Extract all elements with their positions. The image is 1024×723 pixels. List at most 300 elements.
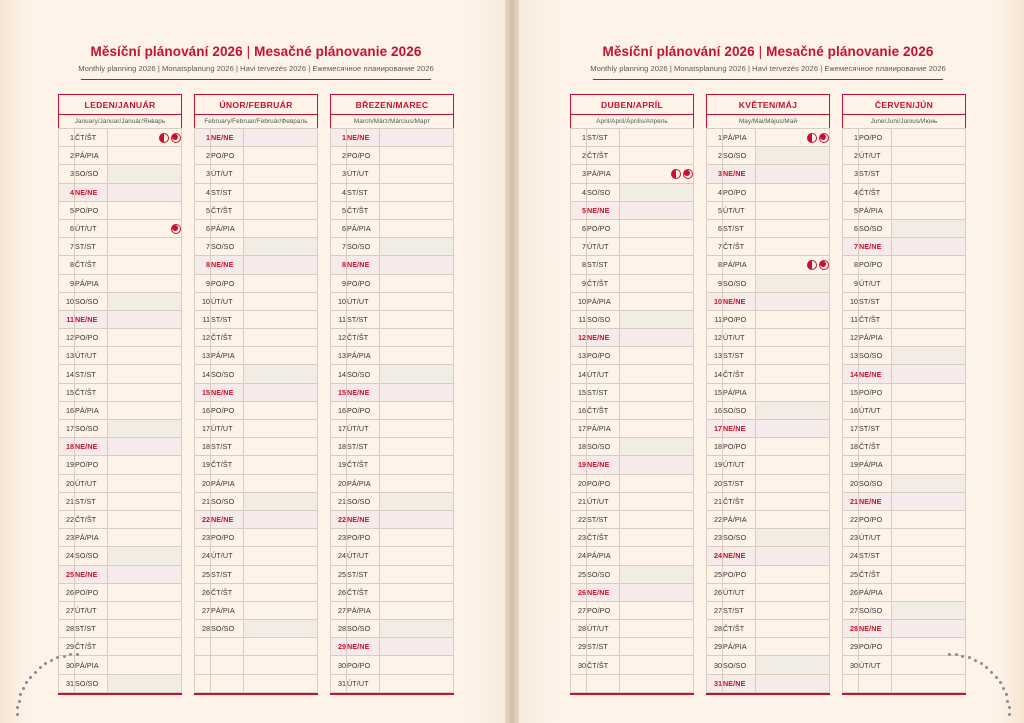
day-note-cell[interactable] [380, 292, 454, 310]
table-row [707, 529, 830, 547]
day-note-cell[interactable] [380, 165, 454, 183]
day-note-cell[interactable] [380, 510, 454, 528]
day-note-cell[interactable] [380, 474, 454, 492]
day-number: 21 [331, 492, 347, 510]
day-note-cell[interactable] [108, 219, 182, 237]
month-day-table [570, 128, 694, 693]
day-note-cell[interactable] [756, 656, 830, 674]
month-name-translations: February/Februar/Február/Февраль [204, 118, 308, 125]
day-note-cell[interactable] [756, 129, 830, 147]
day-note-cell[interactable] [380, 547, 454, 565]
day-note-cell[interactable] [892, 347, 966, 365]
table-row [843, 147, 966, 165]
day-note-cell[interactable] [244, 238, 318, 256]
table-row [843, 310, 966, 328]
table-row [707, 583, 830, 601]
day-note-cell[interactable] [380, 183, 454, 201]
day-number: 10 [59, 292, 75, 310]
day-note-cell[interactable] [244, 601, 318, 619]
day-note-cell[interactable] [380, 147, 454, 165]
day-number: 3 [707, 165, 723, 183]
day-note-cell[interactable] [108, 474, 182, 492]
day-of-week: SO/SO [587, 183, 620, 201]
day-note-cell[interactable] [892, 438, 966, 456]
day-note-cell[interactable] [620, 238, 694, 256]
day-of-week: NE/NE [859, 238, 892, 256]
day-of-week: PO/PO [723, 565, 756, 583]
day-number: 23 [59, 529, 75, 547]
day-number: 28 [707, 620, 723, 638]
day-note-cell[interactable] [380, 256, 454, 274]
day-of-week: ST/ST [347, 183, 380, 201]
table-row [707, 656, 830, 674]
day-note-cell[interactable] [756, 274, 830, 292]
day-note-cell[interactable] [620, 201, 694, 219]
day-note-cell[interactable] [756, 456, 830, 474]
day-note-cell[interactable] [244, 583, 318, 601]
table-row [843, 365, 966, 383]
day-note-cell[interactable] [620, 547, 694, 565]
day-number: 29 [59, 638, 75, 656]
day-note-cell[interactable] [892, 510, 966, 528]
day-note-cell[interactable] [620, 274, 694, 292]
day-number: 31 [707, 674, 723, 692]
day-of-week: SO/SO [211, 620, 244, 638]
table-row [707, 547, 830, 565]
day-number: 6 [59, 219, 75, 237]
table-row [843, 292, 966, 310]
day-note-cell[interactable] [244, 347, 318, 365]
day-number: 2 [195, 147, 211, 165]
day-of-week: ČT/ŠT [587, 147, 620, 165]
day-note-cell[interactable] [620, 347, 694, 365]
day-number: 1 [843, 129, 859, 147]
day-note-cell[interactable] [244, 383, 318, 401]
day-note-cell[interactable] [380, 638, 454, 656]
day-note-cell[interactable] [244, 201, 318, 219]
day-of-week: PO/PO [723, 310, 756, 328]
day-number: 14 [331, 365, 347, 383]
day-of-week: PO/PO [211, 274, 244, 292]
day-number: 28 [195, 620, 211, 638]
day-note-cell[interactable] [108, 165, 182, 183]
day-note-cell[interactable] [756, 674, 830, 692]
day-note-cell[interactable] [108, 638, 182, 656]
day-number: 25 [195, 565, 211, 583]
day-note-cell[interactable] [108, 420, 182, 438]
day-number: 18 [59, 438, 75, 456]
day-note-cell[interactable] [620, 583, 694, 601]
day-note-cell[interactable] [756, 510, 830, 528]
day-note-cell[interactable] [620, 129, 694, 147]
day-note-cell[interactable] [108, 147, 182, 165]
day-note-cell[interactable] [892, 201, 966, 219]
day-note-cell[interactable] [244, 256, 318, 274]
day-note-cell[interactable] [380, 456, 454, 474]
day-note-cell[interactable] [108, 583, 182, 601]
day-note-cell[interactable] [108, 183, 182, 201]
day-number: 12 [571, 329, 587, 347]
day-note-cell[interactable] [380, 201, 454, 219]
day-number: 9 [843, 274, 859, 292]
day-of-week: ČT/ŠT [859, 438, 892, 456]
day-note-cell[interactable] [244, 183, 318, 201]
day-of-week: PO/PO [859, 638, 892, 656]
day-note-cell[interactable] [108, 310, 182, 328]
day-of-week: NE/NE [211, 129, 244, 147]
day-note-cell[interactable] [620, 656, 694, 674]
day-note-cell[interactable] [108, 129, 182, 147]
day-note-cell[interactable] [620, 529, 694, 547]
day-note-cell[interactable] [380, 383, 454, 401]
day-of-week: SO/SO [211, 365, 244, 383]
day-note-cell[interactable] [380, 420, 454, 438]
day-of-week: ÚT/UT [587, 365, 620, 383]
day-note-cell[interactable] [244, 147, 318, 165]
day-note-cell[interactable] [244, 420, 318, 438]
day-note-cell[interactable] [756, 420, 830, 438]
day-note-cell[interactable] [108, 274, 182, 292]
day-note-cell[interactable] [756, 547, 830, 565]
table-row [59, 401, 182, 419]
day-note-cell[interactable] [756, 620, 830, 638]
day-note-cell[interactable] [620, 565, 694, 583]
day-number: 15 [59, 383, 75, 401]
day-note-cell[interactable] [244, 510, 318, 528]
day-note-cell[interactable] [756, 565, 830, 583]
day-of-week: PO/PO [859, 510, 892, 528]
day-number: 11 [707, 310, 723, 328]
day-note-cell[interactable] [620, 219, 694, 237]
month-day-table [58, 128, 182, 693]
day-note-cell[interactable] [892, 601, 966, 619]
day-note-cell[interactable] [756, 601, 830, 619]
table-row [331, 583, 454, 601]
day-note-cell[interactable] [756, 310, 830, 328]
day-note-cell[interactable] [620, 329, 694, 347]
day-number: 16 [571, 401, 587, 419]
day-note-cell[interactable] [756, 401, 830, 419]
day-note-cell[interactable] [620, 292, 694, 310]
table-row [195, 438, 318, 456]
day-note-cell[interactable] [892, 147, 966, 165]
day-number: 11 [195, 310, 211, 328]
day-note-cell[interactable] [380, 601, 454, 619]
day-note-cell[interactable] [892, 329, 966, 347]
day-note-cell[interactable] [108, 292, 182, 310]
day-note-cell[interactable] [892, 420, 966, 438]
table-row [571, 129, 694, 147]
day-note-cell[interactable] [380, 529, 454, 547]
day-number: 8 [331, 256, 347, 274]
corner-dot [16, 713, 19, 716]
day-number: 9 [195, 274, 211, 292]
day-note-cell[interactable] [244, 656, 318, 674]
day-note-cell[interactable] [620, 474, 694, 492]
table-row [195, 583, 318, 601]
day-note-cell[interactable] [756, 347, 830, 365]
day-note-cell[interactable] [244, 438, 318, 456]
day-number: 6 [195, 219, 211, 237]
day-of-week: ÚT/UT [859, 529, 892, 547]
day-note-cell[interactable] [620, 365, 694, 383]
day-note-cell[interactable] [892, 256, 966, 274]
day-note-cell[interactable] [756, 329, 830, 347]
day-note-cell[interactable] [620, 401, 694, 419]
day-note-cell[interactable] [892, 674, 966, 692]
day-note-cell[interactable] [244, 474, 318, 492]
day-note-cell[interactable] [244, 547, 318, 565]
day-note-cell[interactable] [620, 183, 694, 201]
day-number: 18 [843, 438, 859, 456]
day-note-cell[interactable] [108, 438, 182, 456]
day-note-cell[interactable] [244, 401, 318, 419]
day-note-cell[interactable] [380, 238, 454, 256]
table-row [195, 565, 318, 583]
day-note-cell[interactable] [756, 238, 830, 256]
day-note-cell[interactable] [756, 492, 830, 510]
day-note-cell[interactable] [756, 292, 830, 310]
day-note-cell[interactable] [892, 583, 966, 601]
day-note-cell[interactable] [244, 219, 318, 237]
day-note-cell[interactable] [892, 383, 966, 401]
day-of-week: ČT/ŠT [859, 183, 892, 201]
day-note-cell[interactable] [244, 620, 318, 638]
day-number: 4 [331, 183, 347, 201]
day-note-cell[interactable] [756, 638, 830, 656]
day-note-cell[interactable] [244, 456, 318, 474]
day-note-cell[interactable] [108, 383, 182, 401]
day-note-cell[interactable] [892, 238, 966, 256]
day-note-cell[interactable] [892, 638, 966, 656]
day-of-week: ST/ST [723, 347, 756, 365]
month-header [842, 94, 966, 128]
day-note-cell[interactable] [244, 492, 318, 510]
day-note-cell[interactable] [892, 529, 966, 547]
table-row [707, 383, 830, 401]
day-note-cell[interactable] [756, 183, 830, 201]
day-number: 4 [571, 183, 587, 201]
day-note-cell[interactable] [244, 129, 318, 147]
day-note-cell[interactable] [756, 165, 830, 183]
day-note-cell[interactable] [108, 510, 182, 528]
day-note-cell[interactable] [892, 565, 966, 583]
day-note-cell[interactable] [892, 292, 966, 310]
day-note-cell[interactable] [380, 565, 454, 583]
day-note-cell[interactable] [892, 219, 966, 237]
month-name-translations: January/Januar/Január/Январь [74, 118, 166, 125]
day-note-cell[interactable] [108, 256, 182, 274]
day-note-cell[interactable] [620, 165, 694, 183]
day-of-week: PÁ/PIA [347, 347, 380, 365]
day-of-week: ČT/ŠT [587, 401, 620, 419]
day-note-cell[interactable] [892, 547, 966, 565]
day-number: 18 [571, 438, 587, 456]
day-note-cell[interactable] [108, 238, 182, 256]
day-note-cell[interactable] [756, 583, 830, 601]
day-note-cell[interactable] [892, 274, 966, 292]
day-note-cell[interactable] [380, 401, 454, 419]
day-number: 24 [707, 547, 723, 565]
day-number: 4 [59, 183, 75, 201]
day-note-cell[interactable] [244, 365, 318, 383]
day-note-cell[interactable] [108, 601, 182, 619]
day-note-cell[interactable] [108, 674, 182, 692]
day-note-cell[interactable] [620, 601, 694, 619]
table-row [571, 456, 694, 474]
day-note-cell[interactable] [620, 492, 694, 510]
day-note-cell[interactable] [620, 310, 694, 328]
day-of-week: SO/SO [859, 347, 892, 365]
day-number: 14 [843, 365, 859, 383]
moon-phase-last-icon [159, 133, 169, 143]
day-note-cell[interactable] [756, 474, 830, 492]
day-note-cell[interactable] [620, 147, 694, 165]
day-note-cell[interactable] [892, 165, 966, 183]
day-note-cell[interactable] [244, 310, 318, 328]
day-of-week: ST/ST [587, 510, 620, 528]
day-note-cell[interactable] [380, 583, 454, 601]
day-of-week: SO/SO [347, 238, 380, 256]
day-note-cell[interactable] [892, 365, 966, 383]
day-note-cell[interactable] [892, 129, 966, 147]
table-row [571, 474, 694, 492]
day-note-cell[interactable] [620, 420, 694, 438]
day-note-cell[interactable] [380, 274, 454, 292]
day-note-cell[interactable] [108, 201, 182, 219]
day-note-cell[interactable] [756, 383, 830, 401]
table-row [843, 383, 966, 401]
page-subtitle: Monthly planning 2026 | Monatsplanung 2026 | Havi tervezés 2026 | Ежемесячное планирование 2026 [78, 64, 434, 73]
table-row [843, 401, 966, 419]
day-note-cell[interactable] [244, 165, 318, 183]
day-note-cell[interactable] [244, 274, 318, 292]
day-note-cell[interactable] [892, 492, 966, 510]
day-note-cell[interactable] [892, 310, 966, 328]
day-of-week: PÁ/PIA [347, 219, 380, 237]
day-note-cell[interactable] [244, 674, 318, 692]
day-note-cell[interactable] [108, 492, 182, 510]
day-of-week: ÚT/UT [347, 420, 380, 438]
day-note-cell[interactable] [756, 201, 830, 219]
day-note-cell[interactable] [756, 219, 830, 237]
day-note-cell[interactable] [380, 438, 454, 456]
day-note-cell[interactable] [620, 674, 694, 692]
day-of-week: PO/PO [587, 474, 620, 492]
table-row [571, 420, 694, 438]
day-note-cell[interactable] [380, 492, 454, 510]
day-note-cell[interactable] [380, 219, 454, 237]
day-note-cell[interactable] [108, 365, 182, 383]
day-note-cell[interactable] [380, 329, 454, 347]
day-note-cell[interactable] [380, 365, 454, 383]
moon-phase-last-icon [671, 169, 681, 179]
day-note-cell[interactable] [620, 620, 694, 638]
day-note-cell[interactable] [892, 401, 966, 419]
day-note-cell[interactable] [620, 456, 694, 474]
table-row [707, 565, 830, 583]
day-note-cell[interactable] [620, 438, 694, 456]
table-row [707, 329, 830, 347]
day-note-cell[interactable] [108, 401, 182, 419]
day-number: 4 [707, 183, 723, 201]
moon-phase-last-icon [807, 260, 817, 270]
day-note-cell[interactable] [108, 329, 182, 347]
day-note-cell[interactable] [244, 565, 318, 583]
day-number: 23 [571, 529, 587, 547]
table-row [195, 456, 318, 474]
day-note-cell[interactable] [244, 638, 318, 656]
day-note-cell[interactable] [892, 474, 966, 492]
day-note-cell[interactable] [892, 456, 966, 474]
day-note-cell[interactable] [756, 147, 830, 165]
day-of-week: NE/NE [347, 383, 380, 401]
table-row [571, 365, 694, 383]
table-row [843, 492, 966, 510]
day-number: 14 [571, 365, 587, 383]
table-row [571, 638, 694, 656]
day-note-cell[interactable] [892, 620, 966, 638]
day-of-week: ÚT/UT [347, 292, 380, 310]
day-note-cell[interactable] [620, 256, 694, 274]
table-row [59, 383, 182, 401]
day-of-week: PÁ/PIA [211, 601, 244, 619]
day-note-cell[interactable] [108, 565, 182, 583]
day-note-cell[interactable] [620, 638, 694, 656]
day-number: 19 [707, 456, 723, 474]
day-note-cell[interactable] [380, 347, 454, 365]
day-note-cell[interactable] [756, 438, 830, 456]
day-note-cell[interactable] [380, 310, 454, 328]
day-note-cell[interactable] [620, 510, 694, 528]
day-note-cell[interactable] [244, 329, 318, 347]
day-note-cell[interactable] [108, 656, 182, 674]
day-note-cell[interactable] [892, 656, 966, 674]
day-note-cell[interactable] [380, 656, 454, 674]
day-note-cell[interactable] [620, 383, 694, 401]
day-of-week: NE/NE [723, 165, 756, 183]
day-note-cell[interactable] [108, 547, 182, 565]
day-note-cell[interactable] [756, 529, 830, 547]
table-row [571, 492, 694, 510]
day-note-cell[interactable] [108, 347, 182, 365]
day-number: 17 [571, 420, 587, 438]
day-note-cell[interactable] [244, 292, 318, 310]
day-note-cell[interactable] [892, 183, 966, 201]
day-note-cell[interactable] [108, 529, 182, 547]
day-number: 27 [331, 601, 347, 619]
day-number: 11 [59, 310, 75, 328]
table-row [843, 547, 966, 565]
table-row [843, 329, 966, 347]
day-note-cell[interactable] [108, 620, 182, 638]
month-name: BŘEZEN/MAREC [331, 95, 453, 115]
table-row [195, 620, 318, 638]
day-note-cell[interactable] [756, 365, 830, 383]
day-of-week: PÁ/PIA [347, 474, 380, 492]
corner-dot [1008, 713, 1011, 716]
table-row [707, 510, 830, 528]
table-row [59, 147, 182, 165]
day-note-cell[interactable] [244, 529, 318, 547]
table-row [331, 492, 454, 510]
day-note-cell[interactable] [756, 256, 830, 274]
day-note-cell[interactable] [380, 620, 454, 638]
day-number: 17 [59, 420, 75, 438]
day-note-cell[interactable] [380, 129, 454, 147]
day-note-cell[interactable] [380, 674, 454, 692]
day-note-cell[interactable] [108, 456, 182, 474]
